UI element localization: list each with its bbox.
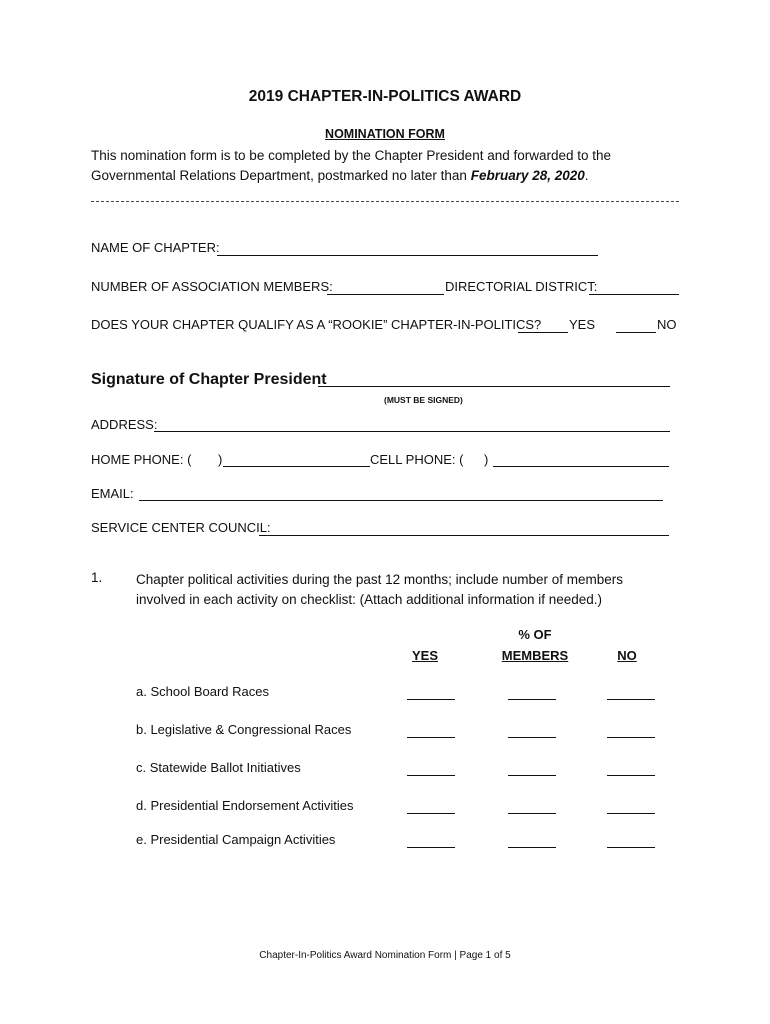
page-footer: Chapter-In-Politics Award Nomination Form | Page 1 of 5 [259, 950, 511, 961]
intro-line-2 [91, 166, 611, 186]
activity-label: a. School Board Races [136, 684, 269, 699]
activity-label: b. Legislative & Congressional Races [136, 722, 352, 737]
rookie-no-label: NO [657, 317, 677, 332]
intro-line-1: This nomination form is to be completed by the Chapter President and forwarded to the [91, 148, 612, 163]
rookie-yes-field[interactable] [518, 332, 568, 333]
chapter-name-field[interactable] [217, 255, 598, 256]
dashed-divider [91, 201, 679, 202]
pct-of-header: % OF [518, 627, 552, 642]
activity-no-blank[interactable] [607, 813, 655, 814]
activity-no-blank[interactable] [607, 699, 655, 700]
nomination-form-heading: NOMINATION FORM [325, 127, 445, 141]
intro-line-2-text: Governmental Relations Department, postmarked no later than [91, 168, 471, 183]
district-label: DIRECTORIAL DISTRICT: [445, 279, 598, 294]
email-label: EMAIL: [91, 486, 134, 501]
question-1-line-2: involved in each activity on checklist: (Attach additional information if needed.) [136, 592, 603, 607]
activity-yes-blank[interactable] [407, 813, 455, 814]
activity-yes-blank[interactable] [407, 847, 455, 848]
address-label: ADDRESS: [91, 417, 158, 432]
home-phone-label: HOME PHONE: ( [91, 452, 192, 467]
signature-label: Signature of Chapter President [91, 371, 327, 388]
form-title: 2019 CHAPTER-IN-POLITICS AWARD [248, 88, 522, 105]
activity-no-blank[interactable] [607, 775, 655, 776]
cell-phone-paren: ) [484, 452, 489, 467]
address-field[interactable] [154, 431, 670, 432]
activity-label: c. Statewide Ballot Initiatives [136, 760, 301, 775]
members-label: NUMBER OF ASSOCIATION MEMBERS: [91, 279, 333, 294]
activity-label: d. Presidential Endorsement Activities [136, 798, 354, 813]
rookie-question: DOES YOUR CHAPTER QUALIFY AS A “ROOKIE” CHAPTER-IN-POLITICS? [91, 317, 542, 332]
activity-no-blank[interactable] [607, 847, 655, 848]
signature-field[interactable] [318, 386, 670, 387]
intro-line-2-end: . [584, 168, 589, 183]
activity-members-blank[interactable] [508, 737, 556, 738]
no-column-header: NO [617, 648, 637, 663]
chapter-name-label: NAME OF CHAPTER: [91, 240, 220, 255]
cell-phone-label: CELL PHONE: ( [370, 452, 464, 467]
service-center-label: SERVICE CENTER COUNCIL: [91, 520, 271, 535]
rookie-yes-label: YES [569, 317, 596, 332]
activity-members-blank[interactable] [508, 699, 556, 700]
activity-label: e. Presidential Campaign Activities [136, 832, 336, 847]
cell-phone-field[interactable] [493, 466, 669, 467]
members-field[interactable] [327, 294, 444, 295]
activity-members-blank[interactable] [508, 775, 556, 776]
activity-no-blank[interactable] [607, 737, 655, 738]
home-phone-field[interactable] [223, 466, 370, 467]
district-field[interactable] [589, 294, 679, 295]
activity-members-blank[interactable] [508, 847, 556, 848]
activity-yes-blank[interactable] [407, 775, 455, 776]
question-1-text [136, 570, 623, 610]
question-1-line-1: Chapter political activities during the past 12 months; include number of members [136, 572, 623, 587]
question-number: 1. [91, 570, 103, 585]
members-column-header: MEMBERS [501, 648, 569, 663]
rookie-no-field[interactable] [616, 332, 656, 333]
activity-yes-blank[interactable] [407, 737, 455, 738]
email-field[interactable] [139, 500, 663, 501]
deadline-date: February 28, 2020 [470, 168, 585, 183]
activity-yes-blank[interactable] [407, 699, 455, 700]
home-phone-paren: ) [218, 452, 223, 467]
service-center-field[interactable] [259, 535, 669, 536]
must-be-signed-note: (MUST BE SIGNED) [384, 395, 463, 405]
yes-column-header: YES [411, 648, 438, 663]
activity-members-blank[interactable] [508, 813, 556, 814]
intro-paragraph [91, 146, 611, 186]
